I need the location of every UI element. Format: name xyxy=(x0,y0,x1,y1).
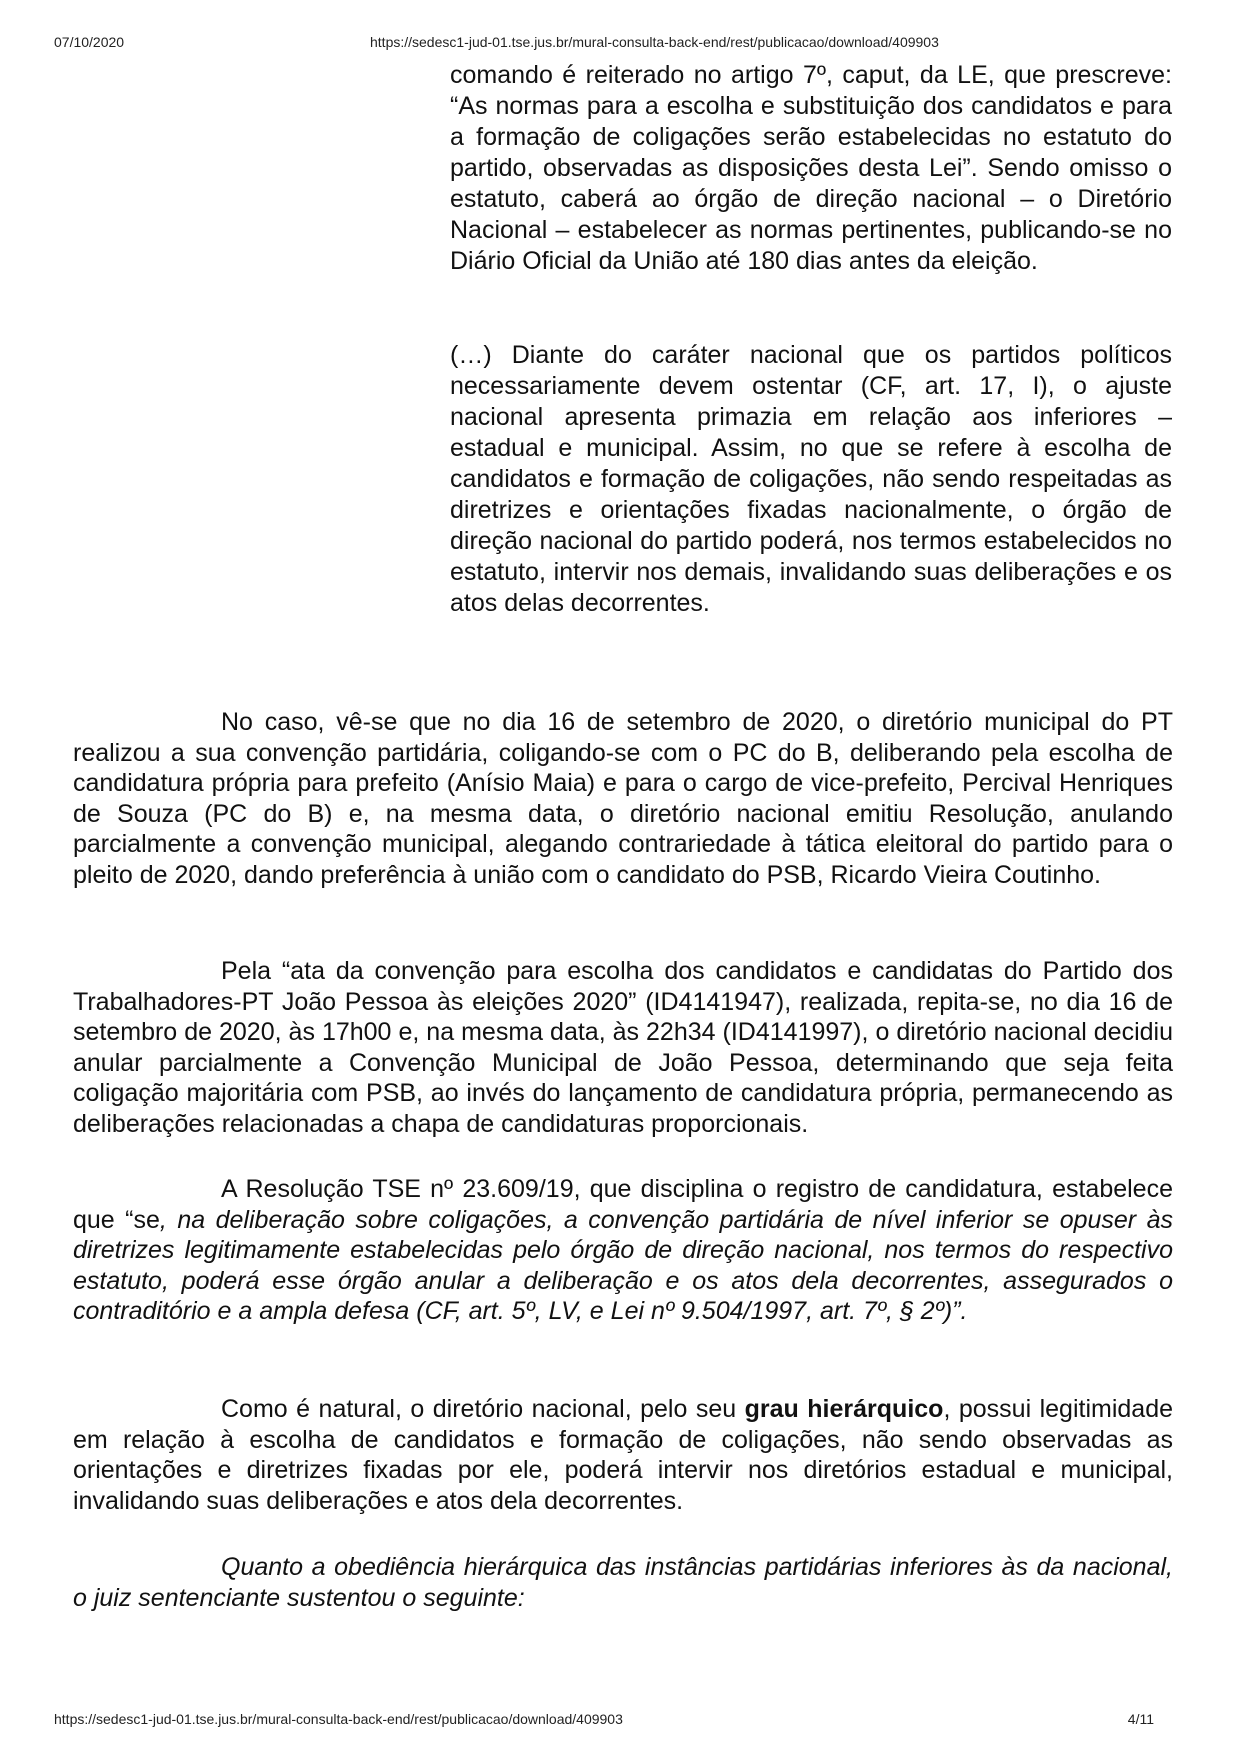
body-paragraph-3 xyxy=(73,1174,1173,1327)
paragraph-3-lead: A Resolução TSE nº 23.609/19, que disciplina o registro de candidatura, estabelece que “se xyxy=(73,1175,1173,1234)
body-paragraph-1: No caso, vê-se que no dia 16 de setembro de 2020, o diretório municipal do PT realizou a sua convenção partidária, coligando-se com o PC do B, deliberando pela escolha de candidatura própria para prefeito (Anísio Maia) e para o cargo de vice-prefeito, Percival Henriques de Souza (PC do B) e, na mesma data, o diretório nacional emitiu Resolução, anulando parcialmente a convenção municipal, alegando contrariedade à tática eleitoral do partido para o pleito de 2020, dando preferência à união com o candidato do PSB, Ricardo Vieira Coutinho. xyxy=(73,708,1173,889)
paragraph-4-bold-term: grau hierárquico xyxy=(744,1395,944,1423)
body-paragraph-2: Pela “ata da convenção para escolha dos candidatos e candidatas do Partido dos Trabalhadores-PT João Pessoa às eleições 2020” (ID4141947), realizada, repita-se, no dia 16 de setembro de 2020, às 17h00 e, na mesma data, às 22h34 (ID4141997), o diretório nacional decidiu anular parcialmente a Convenção Municipal de João Pessoa, determinando que seja feita coligação majoritária com PSB, ao invés do lançamento de candidatura própria, permanecendo as deliberações relacionadas a chapa de candidaturas proporcionais. xyxy=(73,957,1173,1138)
paragraph-3-italic-quote: , na deliberação sobre coligações, a convenção partidária de nível inferior se opuser às diretrizes legitimamente estabelecidas pelo órgão de direção nacional, nos termos do respectivo estatuto, poderá esse órgão anular a deliberação e os atos dela decorrentes, assegurados o contraditório e a ampla defesa (CF, art. 5º, LV, e Lei nº 9.504/1997, art. 7º, § 2º)”. xyxy=(73,1205,1174,1325)
header-url: https://sedesc1-jud-01.tse.jus.br/mural-consulta-back-end/rest/publicacao/download/409903 xyxy=(370,34,939,50)
quote-paragraph-1: comando é reiterado no artigo 7º, caput, da LE, que prescreve: “As normas para a escolha e substituição dos candidatos e para a formação de coligações serão estabelecidas no estatuto do partido, observadas as disposições desta Lei”. Sendo omisso o estatuto, caberá ao órgão de direção nacional – o Diretório Nacional – estabelecer as normas pertinentes, publicando-se no Diário Oficial da União até 180 dias antes da eleição. xyxy=(450,61,1172,275)
quote-paragraph-2: (…) Diante do caráter nacional que os partidos políticos necessariamente devem ostentar (CF, art. 17, I), o ajuste nacional apresenta primazia em relação aos inferiores – estadual e municipal. Assim, no que se refere à escolha de candidatos e formação de coligações, não sendo respeitadas as diretrizes e orientações fixadas nacionalmente, o órgão de direção nacional do partido poderá, nos termos estabelecidos no estatuto, intervir nos demais, invalidando suas deliberações e os atos delas decorrentes. xyxy=(450,341,1172,617)
body-paragraph-4 xyxy=(73,1394,1173,1516)
header-date: 07/10/2020 xyxy=(54,34,125,50)
footer-url: https://sedesc1-jud-01.tse.jus.br/mural-consulta-back-end/rest/publicacao/download/409903 xyxy=(54,1711,623,1727)
paragraph-4-tail: , possui legitimidade em relação à escolha de candidatos e formação de coligações, não sendo observadas as orientações e diretrizes fixadas por ele, poderá intervir nos diretórios estadual e municipal, invalidando suas deliberações e atos dela decorrentes. xyxy=(73,1395,1174,1515)
paragraph-4-lead: Como é natural, o diretório nacional, pelo seu xyxy=(221,1395,745,1423)
body-paragraph-5: Quanto a obediência hierárquica das instâncias partidárias inferiores às da nacional, o juiz sentenciante sustentou o seguinte: xyxy=(73,1553,1173,1612)
page-number: 4/11 xyxy=(1127,1711,1154,1727)
